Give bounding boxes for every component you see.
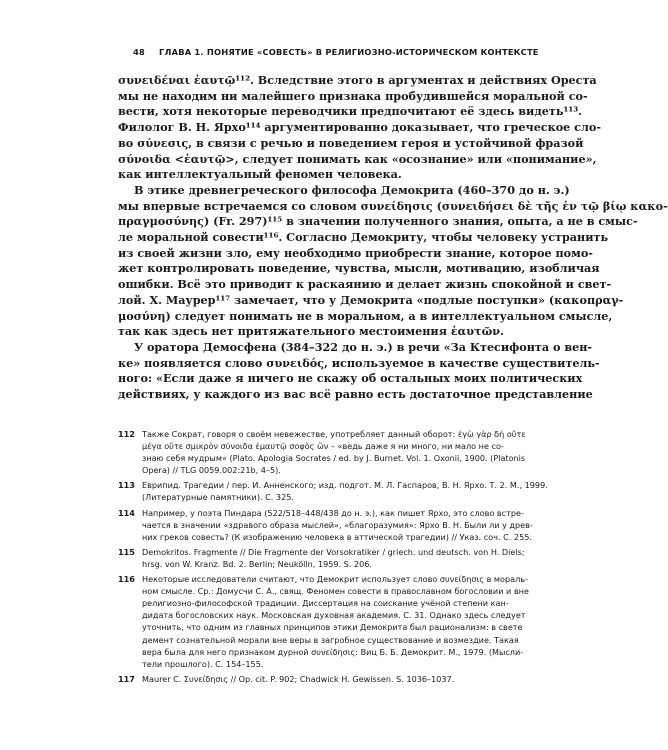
paragraph: [118, 182, 668, 340]
footnote-line: hrsg. von W. Kranz. Bd. 2. Berlin; Neukölln, 1959. S. 206.: [142, 558, 372, 569]
footnote-text: [142, 479, 548, 503]
footnote-number: 116: [118, 574, 135, 585]
text-line: так как здесь нет притяжательного местоимения ἑαυτῶν.: [118, 324, 504, 339]
footnote-line: них греков совесть? (К изображению человека в аттической трагедии) // Указ. соч. С. 255.: [142, 531, 532, 542]
text-line: σύνοιδα <ἑαυτῷ>, следует понимать как «осознание» или «понимание»,: [118, 151, 597, 166]
text-line: πραγμοσύνης) (Fr. 297)¹¹⁵ в значении полученного знания, опыта, а не в смыс-: [118, 214, 638, 229]
footnote-number: 112: [118, 429, 135, 439]
text-line: мы впервые встречаемся со словом συνείδησις (συνειδήσει δὲ τῆς ἐν τῷ βίῳ κακο-: [118, 198, 668, 213]
footnote-line: знаю себя мудрым» (Plato. Apologia Socrates / ed. by J. Burnet. Vol. 1. Oxonii, 1900. (Platonis: [142, 453, 526, 464]
text-line: лой. Х. Маурер¹¹⁷ замечает, что у Демокрита «подлые поступки» (κακοπραγ-: [118, 292, 624, 307]
chapter-title: ГЛАВА 1. ПОНЯТИЕ «СОВЕСТЬ» В РЕЛИГИОЗНО-ИСТОРИЧЕСКОМ КОНТЕКСТЕ: [159, 47, 539, 57]
text-line: ошибки. Всё это приводит к раскаянию и делает жизнь спокойной и свет-: [118, 277, 612, 292]
footnote-line: вера была для него признаком дурной συνείδησις: Виц Б. Б. Демокрит. М., 1979. (Мысли-: [142, 646, 524, 657]
text-line: Филолог В. Н. Ярхо¹¹⁴ аргументированно доказывает, что греческое сло-: [118, 120, 601, 135]
footnote-number: 114: [118, 507, 135, 518]
text-line: жет контролировать поведение, чувства, мысли, мотивацию, изобличая: [118, 261, 600, 276]
text-line: ке» появляется слово συνειδός, используемое в качестве существитель-: [118, 355, 600, 370]
footnote-113: [118, 479, 548, 503]
text-line: как интеллектуальный феномен человека.: [118, 167, 402, 182]
text-line: из своей жизни зло, ему необходимо приобрести знание, которое помо-: [118, 245, 593, 260]
footnote-line: Maurer C. Συνείδησις // Op. cit. P. 902; Chadwick H. Gewissen. S. 1036–1037.: [142, 673, 455, 684]
footnote-line: тели прошлого). С. 154–155.: [142, 658, 264, 669]
page-number: 48: [133, 47, 145, 57]
footnote-117: [118, 673, 542, 685]
footnote-line: Например, у поэта Пиндара (522/518–448/438 до н. э.), как пишет Ярхо, это слово встре-: [142, 507, 524, 518]
footnote-line: (Литературные памятники). С. 325.: [142, 492, 294, 503]
footnote-line: Еврипид. Трагедии / пер. И. Анненского; изд. подгот. М. Л. Гаспаров, В. Н. Ярхо. Т. 2. М., 1999.: [142, 480, 548, 491]
text-line: У оратора Демосфена (384–322 до н. э.) в речи «За Ктесифонта о вен-: [134, 339, 593, 354]
footnote-112: [118, 428, 542, 476]
footnotes: [118, 428, 548, 688]
footnote-116: [118, 573, 542, 670]
text-line: В этике древнегреческого философа Демокрита (460–370 до н. э.): [134, 182, 570, 197]
text-line: συνειδέναι ἑαυτῷ¹¹². Вследствие этого в аргументах и действиях Ореста: [118, 73, 597, 87]
footnote-line: религиозно-философской традиции. Диссертация на соискание учёной степени кан-: [142, 598, 509, 609]
footnote-line: демент сознательной морали вне веры в загробное существование и возмездие. Такая: [142, 634, 519, 645]
footnote-line: ном смысле. Ср.: Домусчи С. А., свящ. Феномен совести в православном богословии и вне: [142, 586, 529, 597]
footnote-line: Opera) // TLG 0059.002:21b, 4–5).: [142, 465, 281, 476]
main-text: [118, 73, 668, 403]
footnote-text: [142, 428, 542, 476]
text-line: вести, хотя некоторые переводчики предпочитают её здесь видеть¹¹³.: [118, 104, 583, 119]
footnote-115: [118, 546, 542, 570]
text-line: мы не находим ни малейшего признака пробудившейся моральной со-: [118, 88, 588, 103]
footnote-line: Некоторые исследователи считают, что Демокрит использует слово συνείδησις в мораль-: [142, 574, 528, 585]
text-line: во σύνεσις, в связи с речью и поведением героя и устойчивой фразой: [118, 135, 584, 150]
text-line: ле моральной совести¹¹⁶. Согласно Демокриту, чтобы человеку устранить: [118, 230, 609, 245]
footnote-line: уточнить, что одним из главных принципов этики Демокрита был рационализм: в свете: [142, 622, 523, 633]
paragraph: [118, 73, 601, 183]
text-line: действиях, у каждого из вас всё равно есть достаточное представление: [118, 387, 593, 402]
paragraph: [118, 339, 600, 403]
footnote-line: Demokritos. Fragmente // Die Fragmente der Vorsokratiker / griech. und deutsch. von H. Diels;: [142, 546, 525, 557]
footnote-number: 115: [118, 546, 135, 557]
running-head: [133, 47, 539, 57]
footnote-114: [118, 507, 542, 543]
footnote-number: 117: [118, 673, 135, 684]
footnote-text: [142, 546, 542, 570]
text-line: ного: «Если даже я ничего не скажу об остальных моих политических: [118, 371, 583, 386]
footnote-text: [142, 573, 542, 670]
footnote-number: 113: [118, 480, 135, 491]
footnote-text: [142, 507, 542, 543]
text-line: μοσύνη) следует понимать не в моральном, а в интеллектуальном смысле,: [118, 308, 613, 323]
footnote-text: [142, 673, 542, 685]
footnote-line: μέγα οὔτε σμικρὸν σύνοιδα ἐμαυτῷ σοφὸς ὤν – «ведь даже я ни много, ни мало не со-: [142, 441, 504, 452]
footnote-line: дидата богословских наук. Московская духовная академия. С. 31. Однако здесь следует: [142, 610, 526, 621]
footnote-line: чается в значении «здравого образа мыслей», «благоразумия»: Ярхо В. Н. Были ли у древ-: [142, 519, 533, 530]
footnote-line: Также Сократ, говоря о своём невежестве, употребляет данный оборот: ἐγὼ γὰρ δὴ οὔτε: [142, 429, 526, 439]
